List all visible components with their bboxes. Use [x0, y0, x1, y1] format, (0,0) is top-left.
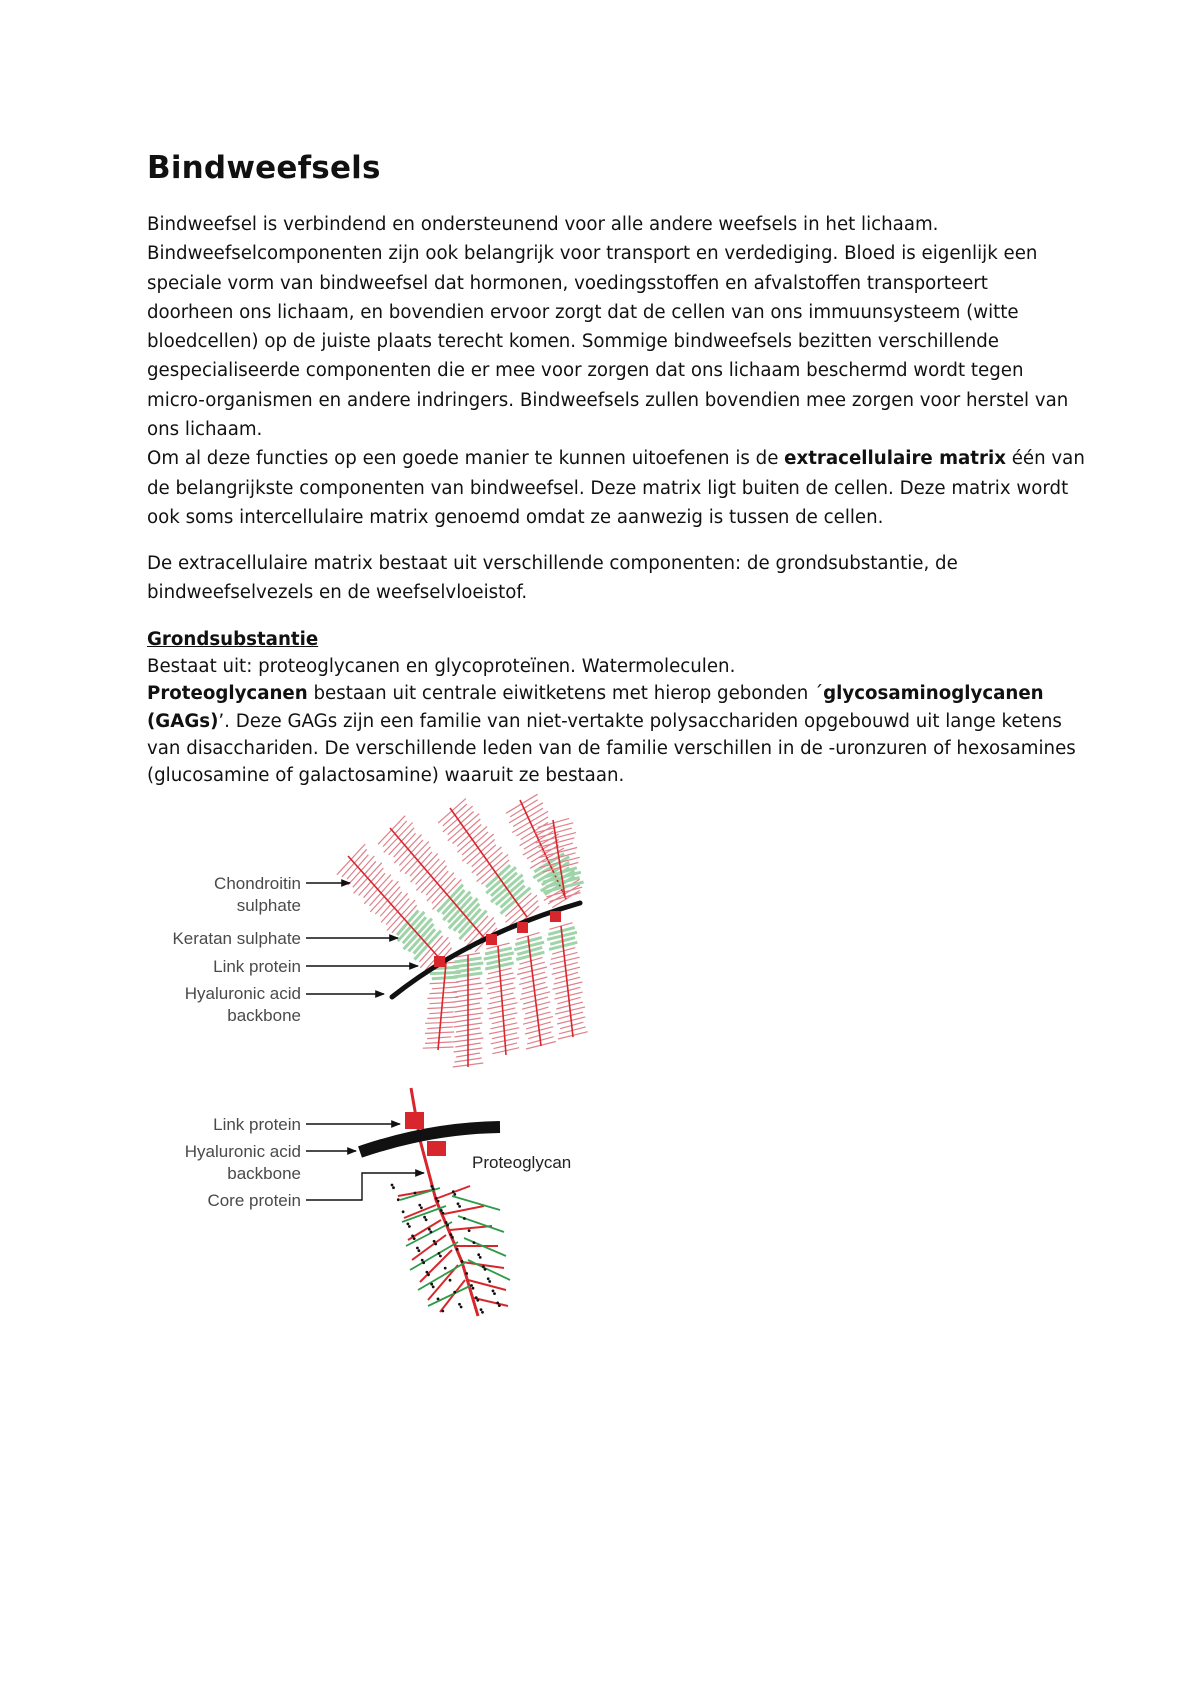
label-keratan-sulphate: Keratan sulphate	[172, 929, 301, 948]
water-dot	[492, 1290, 495, 1293]
water-dot	[451, 1236, 454, 1239]
water-dot	[458, 1205, 461, 1208]
water-dot	[442, 1212, 445, 1215]
water-dot	[408, 1225, 411, 1228]
link-protein-block	[550, 911, 561, 922]
water-dot	[430, 1185, 433, 1188]
water-dot	[425, 1218, 428, 1221]
water-dot	[449, 1279, 452, 1282]
water-dot	[468, 1229, 471, 1232]
water-dot	[441, 1310, 444, 1313]
bold-term-gags: (GAGs)	[147, 710, 219, 732]
label-link-protein: Link protein	[213, 1115, 301, 1134]
water-dot	[496, 1302, 499, 1305]
water-dot	[452, 1190, 455, 1193]
water-dot	[439, 1255, 442, 1258]
text-line: doorheen ons lichaam, en bovendien ervoor zorgt dat de cellen van ons immuunsysteem (witte	[147, 301, 1019, 323]
water-dot	[438, 1252, 441, 1255]
water-dot	[411, 1235, 414, 1238]
water-dot	[423, 1216, 426, 1219]
text-line: Bindweefselcomponenten zijn ook belangrijk voor transport en verdediging. Bloed is eigenlijk een	[147, 243, 1038, 265]
gag-chain-green	[402, 1206, 446, 1222]
water-dot	[461, 1260, 464, 1263]
water-dot	[421, 1259, 424, 1262]
water-dot	[426, 1271, 429, 1274]
text-line: ons lichaam.	[147, 419, 263, 441]
water-dot	[422, 1261, 425, 1264]
gag-side-chain	[450, 1226, 492, 1230]
water-dot	[392, 1186, 395, 1189]
pointer-arrow	[306, 1173, 424, 1200]
text-line: Bestaat uit: proteoglycanen en glycoproteïnen. Watermoleculen.	[147, 656, 736, 678]
water-dot	[465, 1272, 468, 1275]
gag-chain-green	[406, 1222, 452, 1246]
water-dot	[435, 1197, 438, 1200]
water-dot	[446, 1224, 449, 1227]
gag-chain-green	[468, 1260, 510, 1280]
water-dot	[428, 1228, 431, 1231]
bold-term-glycosaminoglycanen: glycosaminoglycanen	[823, 683, 1044, 705]
water-dot	[432, 1286, 435, 1289]
link-protein-block	[517, 922, 528, 933]
water-dot	[434, 1243, 437, 1246]
water-dot	[445, 1221, 448, 1224]
water-dot	[420, 1206, 423, 1209]
water-dot	[475, 1296, 478, 1299]
water-dot	[463, 1217, 466, 1220]
water-dot	[413, 1237, 416, 1240]
water-dot	[407, 1223, 410, 1226]
text-line: de belangrijkste componenten van bindweefsel. Deze matrix ligt buiten de cellen. Deze matrix wordt	[147, 477, 1069, 499]
label-hyaluronic-acid-1: Hyaluronic acid	[184, 1142, 301, 1161]
gag-chain-green	[428, 1286, 470, 1306]
link-protein-block	[405, 1112, 424, 1129]
label-link-protein: Link protein	[213, 957, 301, 976]
water-dot	[493, 1292, 496, 1295]
water-dot	[484, 1268, 487, 1271]
link-protein-block	[486, 934, 497, 945]
text-line: van disacchariden. De verschillende leden van de familie verschillen in de -uronzuren of hexosamines	[147, 737, 1076, 759]
water-dot	[470, 1284, 473, 1287]
water-dot	[418, 1204, 421, 1207]
water-dot	[460, 1306, 463, 1309]
water-dot	[487, 1277, 490, 1280]
text-line: (glucosamine of galactosamine) waaruit ze bestaan.	[147, 765, 625, 787]
water-dot	[457, 1202, 460, 1205]
water-dot	[456, 1248, 459, 1251]
water-dot	[414, 1192, 417, 1195]
water-dot	[477, 1253, 480, 1256]
text-line: bloedcellen) op de juiste plaats terecht komen. Sommige bindweefsels bezitten verschillende	[147, 331, 999, 353]
water-dot	[488, 1280, 491, 1283]
water-dot	[476, 1299, 479, 1302]
water-dot	[482, 1265, 485, 1268]
aggregate-labels	[172, 874, 418, 1025]
water-dot	[433, 1240, 436, 1243]
water-dot	[479, 1256, 482, 1259]
text-line: De extracellulaire matrix bestaat uit verschillende componenten: de grondsubstantie, de	[147, 553, 958, 574]
water-dot	[418, 1249, 421, 1252]
text-line: ook soms intercellulaire matrix genoemd omdat ze aanwezig is tussen de cellen.	[147, 506, 884, 528]
water-dot	[432, 1188, 435, 1191]
proteoglycan-aggregate-diagram	[337, 794, 588, 1067]
water-dot	[430, 1283, 433, 1286]
text-run: één van	[1005, 448, 1085, 470]
link-protein-block	[427, 1141, 446, 1156]
section-heading: Grondsubstantie	[147, 629, 319, 650]
water-dot	[402, 1210, 405, 1213]
water-dot	[437, 1298, 440, 1301]
text-line: Bindweefsel is verbindend en ondersteunend voor alle andere weefsels in het lichaam.	[147, 214, 939, 235]
water-dot	[427, 1273, 430, 1276]
text-run: bestaan uit centrale eiwitketens met hierop gebonden ´	[307, 683, 824, 705]
text-run: ’. Deze GAGs zijn een familie van niet-vertakte polysacchariden opgebouwd uit lange ketens	[218, 710, 1062, 732]
label-core-protein: Core protein	[207, 1191, 301, 1210]
water-dot	[472, 1287, 475, 1290]
gag-side-chain	[444, 1206, 484, 1214]
label-hyaluronic-acid-2: backbone	[227, 1006, 301, 1025]
water-dot	[453, 1291, 456, 1294]
text-line: gespecialiseerde componenten die er mee voor zorgen dat ons lichaam beschermd wordt tegen	[147, 360, 1024, 382]
proteoglycan-labels	[185, 1115, 571, 1210]
water-dot	[449, 1233, 452, 1236]
single-proteoglycan-diagram	[360, 1088, 510, 1316]
text-line: micro-organismen en andere indringers. Bindweefsels zullen bovendien mee zorgen voor herstel van	[147, 389, 1069, 411]
label-chondroitin-sulphate-1: Chondroitin	[214, 874, 301, 893]
bold-term-proteoglycanen: Proteoglycanen	[147, 683, 308, 705]
water-dot	[416, 1247, 419, 1250]
water-dot	[444, 1267, 447, 1270]
water-dot	[391, 1184, 394, 1187]
text-line: bindweefselvezels en de weefselvloeistof.	[147, 582, 528, 604]
water-dot	[440, 1209, 443, 1212]
label-chondroitin-sulphate-2: sulphate	[236, 896, 301, 915]
water-dot	[458, 1303, 461, 1306]
text-run: Om al deze functies op een goede manier te kunnen uitoefenen is de	[147, 448, 785, 470]
water-dot	[437, 1200, 440, 1203]
core-protein-spine	[390, 828, 486, 940]
water-dot	[481, 1311, 484, 1314]
water-dot	[498, 1304, 501, 1307]
bold-term-extracellulaire-matrix: extracellulaire matrix	[784, 448, 1006, 470]
gag-side-chain	[474, 1298, 508, 1306]
label-hyaluronic-acid-1: Hyaluronic acid	[184, 984, 301, 1003]
water-dot	[397, 1198, 400, 1201]
water-dot	[453, 1193, 456, 1196]
label-hyaluronic-acid-2: backbone	[227, 1164, 301, 1183]
link-protein-block	[434, 956, 445, 967]
water-dot	[480, 1308, 483, 1311]
label-proteoglycan: Proteoglycan	[472, 1153, 572, 1172]
text-line: speciale vorm van bindweefsel dat hormonen, voedingsstoffen en afvalstoffen transporteert	[147, 272, 988, 294]
water-dot	[430, 1231, 433, 1234]
water-dot	[473, 1241, 476, 1244]
page-title: Bindweefsels	[147, 150, 381, 186]
